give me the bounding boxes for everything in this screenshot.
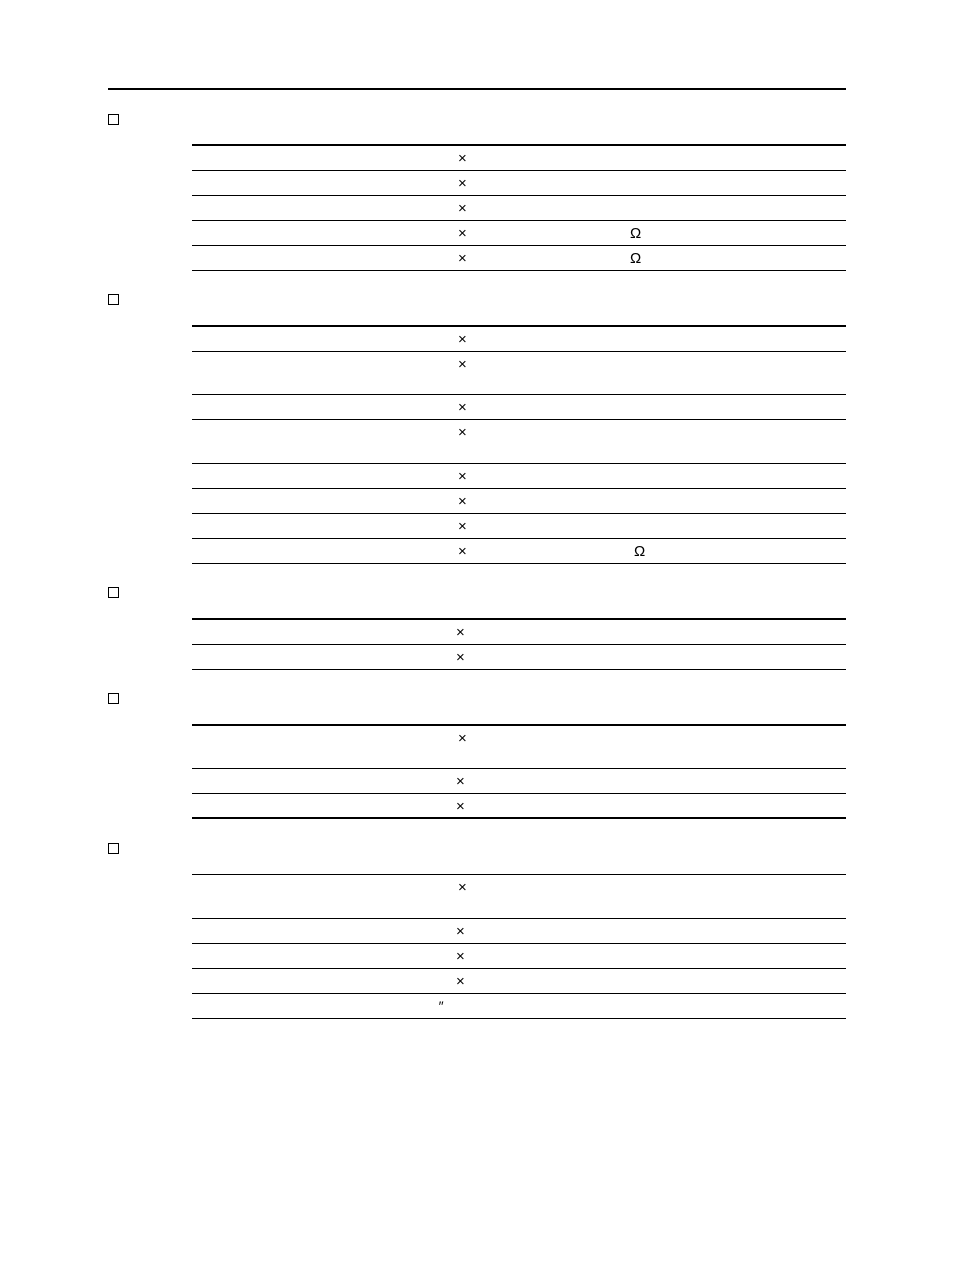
ohm-symbol: Ω bbox=[630, 250, 642, 267]
table-row bbox=[192, 327, 846, 352]
multiply-symbol: × bbox=[458, 424, 467, 441]
multiply-symbol: × bbox=[458, 250, 467, 267]
ohm-symbol: Ω bbox=[630, 225, 642, 242]
table-row bbox=[192, 146, 846, 171]
table-row bbox=[192, 794, 846, 819]
table-row bbox=[192, 395, 846, 420]
multiply-symbol: × bbox=[456, 798, 465, 815]
multiply-symbol: × bbox=[456, 773, 465, 790]
multiply-symbol: × bbox=[458, 879, 467, 896]
table-row bbox=[192, 875, 846, 919]
table-row bbox=[192, 944, 846, 969]
multiply-symbol: × bbox=[458, 468, 467, 485]
table-row bbox=[192, 994, 846, 1019]
ohm-symbol: Ω bbox=[634, 543, 646, 560]
table-row bbox=[192, 246, 846, 271]
checkbox-square-icon bbox=[108, 587, 119, 598]
multiply-symbol: × bbox=[458, 518, 467, 535]
multiply-symbol: × bbox=[458, 493, 467, 510]
table-row bbox=[192, 489, 846, 514]
multiply-symbol: × bbox=[458, 150, 467, 167]
header-rule bbox=[108, 88, 846, 90]
table-row bbox=[192, 514, 846, 539]
table-row bbox=[192, 645, 846, 670]
table-row bbox=[192, 969, 846, 994]
multiply-symbol: × bbox=[458, 730, 467, 747]
table-row bbox=[192, 420, 846, 464]
multiply-symbol: × bbox=[458, 225, 467, 242]
checkbox-square-icon bbox=[108, 294, 119, 305]
multiply-symbol: × bbox=[458, 543, 467, 560]
multiply-symbol: × bbox=[456, 948, 465, 965]
multiply-symbol: × bbox=[458, 356, 467, 373]
table-row bbox=[192, 620, 846, 645]
multiply-symbol: × bbox=[458, 399, 467, 416]
table-row bbox=[192, 726, 846, 769]
table-row bbox=[192, 769, 846, 794]
ditto-mark: ″ bbox=[438, 998, 443, 1014]
table-row bbox=[192, 221, 846, 246]
multiply-symbol: × bbox=[458, 331, 467, 348]
checkbox-square-icon bbox=[108, 114, 119, 125]
table-row bbox=[192, 196, 846, 221]
checkbox-square-icon bbox=[108, 843, 119, 854]
checkbox-square-icon bbox=[108, 693, 119, 704]
multiply-symbol: × bbox=[456, 624, 465, 641]
multiply-symbol: × bbox=[458, 200, 467, 217]
table-row bbox=[192, 352, 846, 395]
multiply-symbol: × bbox=[456, 923, 465, 940]
multiply-symbol: × bbox=[456, 649, 465, 666]
table-row bbox=[192, 464, 846, 489]
multiply-symbol: × bbox=[456, 973, 465, 990]
table-row bbox=[192, 919, 846, 944]
multiply-symbol: × bbox=[458, 175, 467, 192]
table-row bbox=[192, 171, 846, 196]
table-row bbox=[192, 539, 846, 564]
